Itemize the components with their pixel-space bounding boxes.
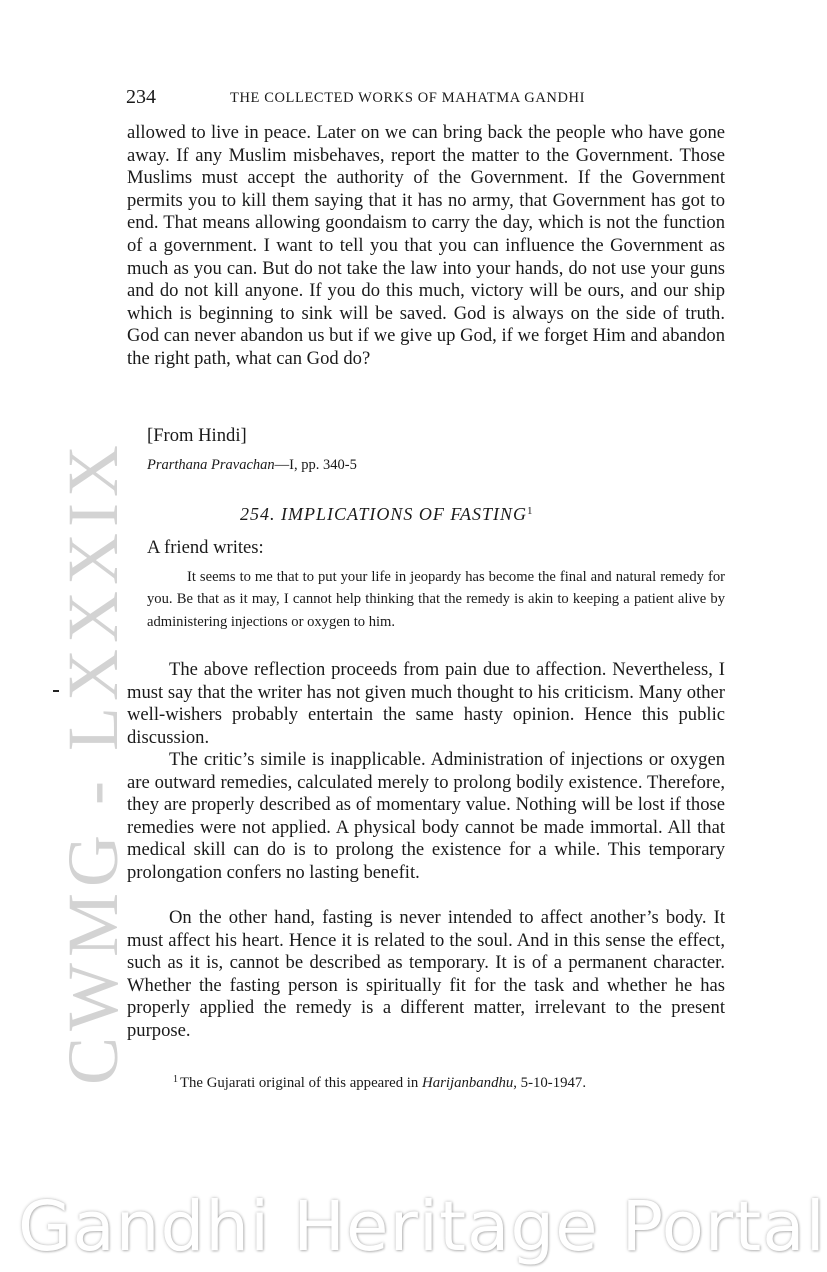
paragraph-text: The critic’s simile is inapplicable. Administration of injections or oxygen are outward remedies, calculated merely to prolong bodily existence. Therefore, they are properly described as of momentary value. Nothing will be lost if those remedies were not applied. A physical body cannot be made immortal. All that medical skill can do is to prolong the existence for a while. This temporary prolongation confers no lasting benefit. <box>127 749 725 883</box>
paragraph-text: allowed to live in peace. Later on we can bring back the people who have gone away. If any Muslim misbehaves, report the matter to the Government. Those Muslims must accept the authority of the Government. If the Government permits you to kill them saying that it has no army, that Government has got to end. That means allowing goondaism to carry the day, which is not the function of a government. I want to tell you that you can influence the Government as much as you can. But do not take the law into your hands, do not use your guns and do not kill anyone. If you do this much, victory will be ours, and our ship which is beginning to sink will be saved. God is always on the side of truth. God can never abandon us but if we give up God, if we forget Him and abandon the right path, what can God do? <box>127 122 725 369</box>
block-quote <box>147 566 725 633</box>
article-heading <box>240 504 533 525</box>
footnote-publication: Harijanbandhu <box>422 1075 514 1091</box>
footnote-marker: 1 <box>173 1074 178 1085</box>
intro-line: A friend writes: <box>147 537 264 558</box>
source-pages: —I, pp. 340-5 <box>274 457 357 473</box>
language-note: [From Hindi] <box>147 425 247 446</box>
volume-watermark: CWMG - LXXXIX <box>53 439 133 1085</box>
footnote <box>173 1074 586 1092</box>
footnote-ref[interactable]: 1 <box>527 505 533 517</box>
footnote-text-before: The Gujarati original of this appeared in <box>180 1075 423 1091</box>
article-paragraph-2 <box>127 749 725 885</box>
paragraph-text: On the other hand, fasting is never intended to affect another’s body. It must affect his heart. Hence it is related to the soul. And in this sense the effect, such as it is, cannot be described as temporary. It is of a permanent character. Whether the fasting person is spiritually fit for the task and whether he has properly applied the remedy is a different matter, irrelevant to the present purpose. <box>127 907 725 1041</box>
article-title: 254. IMPLICATIONS OF FASTING <box>240 504 528 524</box>
footnote-text-after: , 5-10-1947. <box>513 1075 587 1091</box>
source-citation <box>147 457 357 474</box>
portal-watermark: Gandhi Heritage Portal <box>18 1187 826 1267</box>
previous-section-paragraph <box>127 122 725 371</box>
page-number: 234 <box>126 86 156 108</box>
source-title: Prarthana Pravachan <box>147 457 275 473</box>
running-head <box>126 86 726 110</box>
paragraph-text: The above reflection proceeds from pain due to affection. Nevertheless, I must say that the writer has not given much thought to his criticism. Many other well-wishers probably entertain the same hasty opinion. Hence this public discussion. <box>127 659 725 748</box>
article-paragraph-1 <box>127 659 725 749</box>
article-paragraph-3 <box>127 907 725 1043</box>
quote-text: It seems to me that to put your life in jeopardy has become the final and natural remedy for you. Be that as it may, I cannot help thinking that the remedy is akin to keeping a patient alive by administering injections or oxygen to him. <box>147 569 725 630</box>
running-title: THE COLLECTED WORKS OF MAHATMA GANDHI <box>230 90 586 106</box>
